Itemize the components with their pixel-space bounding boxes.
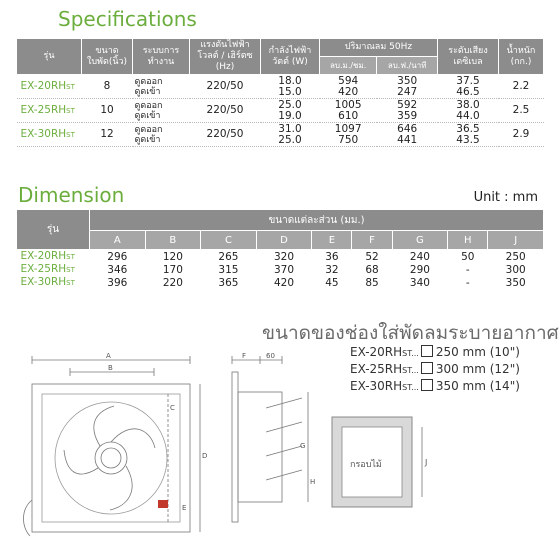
specifications-table bbox=[16, 38, 544, 147]
label-e: E bbox=[182, 504, 187, 512]
table-row bbox=[17, 99, 544, 123]
dim-j: 350 bbox=[505, 276, 526, 289]
label-f: F bbox=[242, 352, 247, 360]
header-airflow-cmm: ลบ.ฟ./นาที bbox=[377, 57, 438, 75]
mode: ดูดออก ดูดเข้า bbox=[134, 76, 163, 97]
header-noise: ระดับเสียง เดซิเบล bbox=[438, 39, 499, 75]
col-g: G bbox=[392, 231, 448, 250]
model-name: EX-30RHST bbox=[20, 127, 75, 140]
model-name: EX-20RHST bbox=[20, 79, 75, 92]
label-b: B bbox=[108, 364, 113, 372]
col-d: D bbox=[256, 231, 312, 250]
col-e: E bbox=[312, 231, 352, 250]
label-j: J bbox=[425, 458, 428, 467]
dim-g: 240 bbox=[409, 250, 430, 263]
voltage: 220/50 bbox=[206, 80, 244, 92]
label-a: A bbox=[106, 352, 111, 360]
side-view-drawing bbox=[220, 352, 320, 532]
header-blade-size: ขนาดใบพัด(นิ้ว) bbox=[82, 39, 133, 75]
model-name: EX-30RHST bbox=[20, 276, 75, 288]
table-row bbox=[17, 75, 544, 99]
label-60: 60 bbox=[266, 352, 275, 360]
dim-c: 365 bbox=[218, 276, 239, 289]
label-c: C bbox=[170, 404, 175, 412]
noise: 36.5 43.5 bbox=[456, 122, 480, 146]
dim-b: 170 bbox=[162, 263, 183, 276]
airflow-cmh: 1097 750 bbox=[334, 122, 362, 146]
noise: 38.0 44.0 bbox=[456, 98, 480, 122]
col-c: C bbox=[201, 231, 257, 250]
header-dimension-group: ขนาดแต่ละส่วน (มม.) bbox=[90, 210, 544, 231]
blade-size: 10 bbox=[100, 104, 114, 116]
dim-h: - bbox=[465, 276, 470, 289]
label-d: D bbox=[202, 452, 208, 460]
label-g: G bbox=[300, 442, 306, 450]
header-airflow-cmh: ลบ.ม./ชม. bbox=[320, 57, 377, 75]
mode: ดูดออก ดูดเข้า bbox=[134, 100, 163, 121]
dim-g: 290 bbox=[409, 263, 430, 276]
header-mode: ระบบการทำงาน bbox=[133, 39, 190, 75]
col-b: B bbox=[145, 231, 201, 250]
dim-j: 250 bbox=[505, 250, 526, 263]
weight: 2.2 bbox=[512, 80, 530, 92]
header-model: รุ่น bbox=[17, 210, 90, 250]
power: 18.0 15.0 bbox=[278, 74, 302, 98]
table-row bbox=[17, 263, 544, 276]
airflow-cmh: 594 420 bbox=[338, 74, 359, 98]
frame-drawing bbox=[330, 415, 440, 515]
dim-a: 396 bbox=[107, 276, 128, 289]
dim-b: 220 bbox=[162, 276, 183, 289]
front-view-drawing bbox=[10, 350, 210, 546]
dim-d: 420 bbox=[274, 276, 295, 289]
dim-d: 370 bbox=[274, 263, 295, 276]
opening-row: EX-25RHST... 300 mm (12") bbox=[350, 362, 520, 376]
dim-g: 340 bbox=[409, 276, 430, 289]
square-icon bbox=[421, 345, 433, 357]
mode: ดูดออก ดูดเข้า bbox=[134, 124, 163, 145]
airflow-cmm: 646 441 bbox=[397, 122, 418, 146]
model-name: EX-25RHST bbox=[20, 103, 75, 116]
dim-e: 36 bbox=[325, 250, 339, 263]
dim-a: 296 bbox=[107, 250, 128, 263]
col-h: H bbox=[448, 231, 488, 250]
header-voltage: แรงดันไฟฟ้า โวลต์ / เฮิร์ตซ (Hz) bbox=[190, 39, 261, 75]
blade-size: 12 bbox=[100, 128, 114, 140]
voltage: 220/50 bbox=[206, 128, 244, 140]
specifications-title: Specifications bbox=[58, 7, 197, 31]
header-airflow: ปริมาณลม 50Hz bbox=[320, 39, 438, 57]
brand-logo-icon bbox=[158, 500, 168, 508]
col-j: J bbox=[488, 231, 544, 250]
dim-f: 85 bbox=[365, 276, 379, 289]
dim-c: 265 bbox=[218, 250, 239, 263]
power: 31.0 25.0 bbox=[278, 122, 302, 146]
airflow-cmm: 592 359 bbox=[397, 98, 418, 122]
dim-f: 68 bbox=[365, 263, 379, 276]
dim-f: 52 bbox=[365, 250, 379, 263]
airflow-cmm: 350 247 bbox=[397, 74, 418, 98]
dim-b: 120 bbox=[162, 250, 183, 263]
square-icon bbox=[421, 379, 433, 391]
dim-e: 32 bbox=[325, 263, 339, 276]
dim-h: 50 bbox=[461, 250, 475, 263]
weight: 2.9 bbox=[512, 128, 530, 140]
dim-j: 300 bbox=[505, 263, 526, 276]
opening-size-title: ขนาดของช่องใส่พัดลมระบายอากาศ bbox=[262, 322, 559, 344]
square-icon bbox=[421, 362, 433, 374]
dim-e: 45 bbox=[325, 276, 339, 289]
dimension-table bbox=[16, 209, 544, 289]
opening-row: EX-20RHST... 250 mm (10") bbox=[350, 345, 520, 359]
table-row bbox=[17, 250, 544, 264]
col-f: F bbox=[352, 231, 392, 250]
model-name: EX-25RHST bbox=[20, 263, 75, 275]
voltage: 220/50 bbox=[206, 104, 244, 116]
weight: 2.5 bbox=[512, 104, 530, 116]
table-row bbox=[17, 123, 544, 147]
dim-a: 346 bbox=[107, 263, 128, 276]
header-power: กำลังไฟฟ้า วัตต์ (W) bbox=[261, 39, 320, 75]
dimension-title: Dimension bbox=[18, 183, 125, 207]
header-weight: น้ำหนัก (กก.) bbox=[499, 39, 544, 75]
noise: 37.5 46.5 bbox=[456, 74, 480, 98]
airflow-cmh: 1005 610 bbox=[334, 98, 362, 122]
dim-h: - bbox=[465, 263, 470, 276]
table-row bbox=[17, 276, 544, 289]
blade-size: 8 bbox=[103, 80, 111, 92]
model-name: EX-20RHST bbox=[20, 250, 75, 262]
header-model: รุ่น bbox=[17, 39, 82, 75]
label-h: H bbox=[310, 478, 316, 486]
col-a: A bbox=[90, 231, 146, 250]
dim-d: 320 bbox=[274, 250, 295, 263]
power: 25.0 19.0 bbox=[278, 98, 302, 122]
unit-label: Unit : mm bbox=[473, 190, 538, 205]
dim-c: 315 bbox=[218, 263, 239, 276]
frame-label: กรอบไม้ bbox=[350, 460, 382, 470]
opening-row: EX-30RHST... 350 mm (14") bbox=[350, 379, 520, 393]
